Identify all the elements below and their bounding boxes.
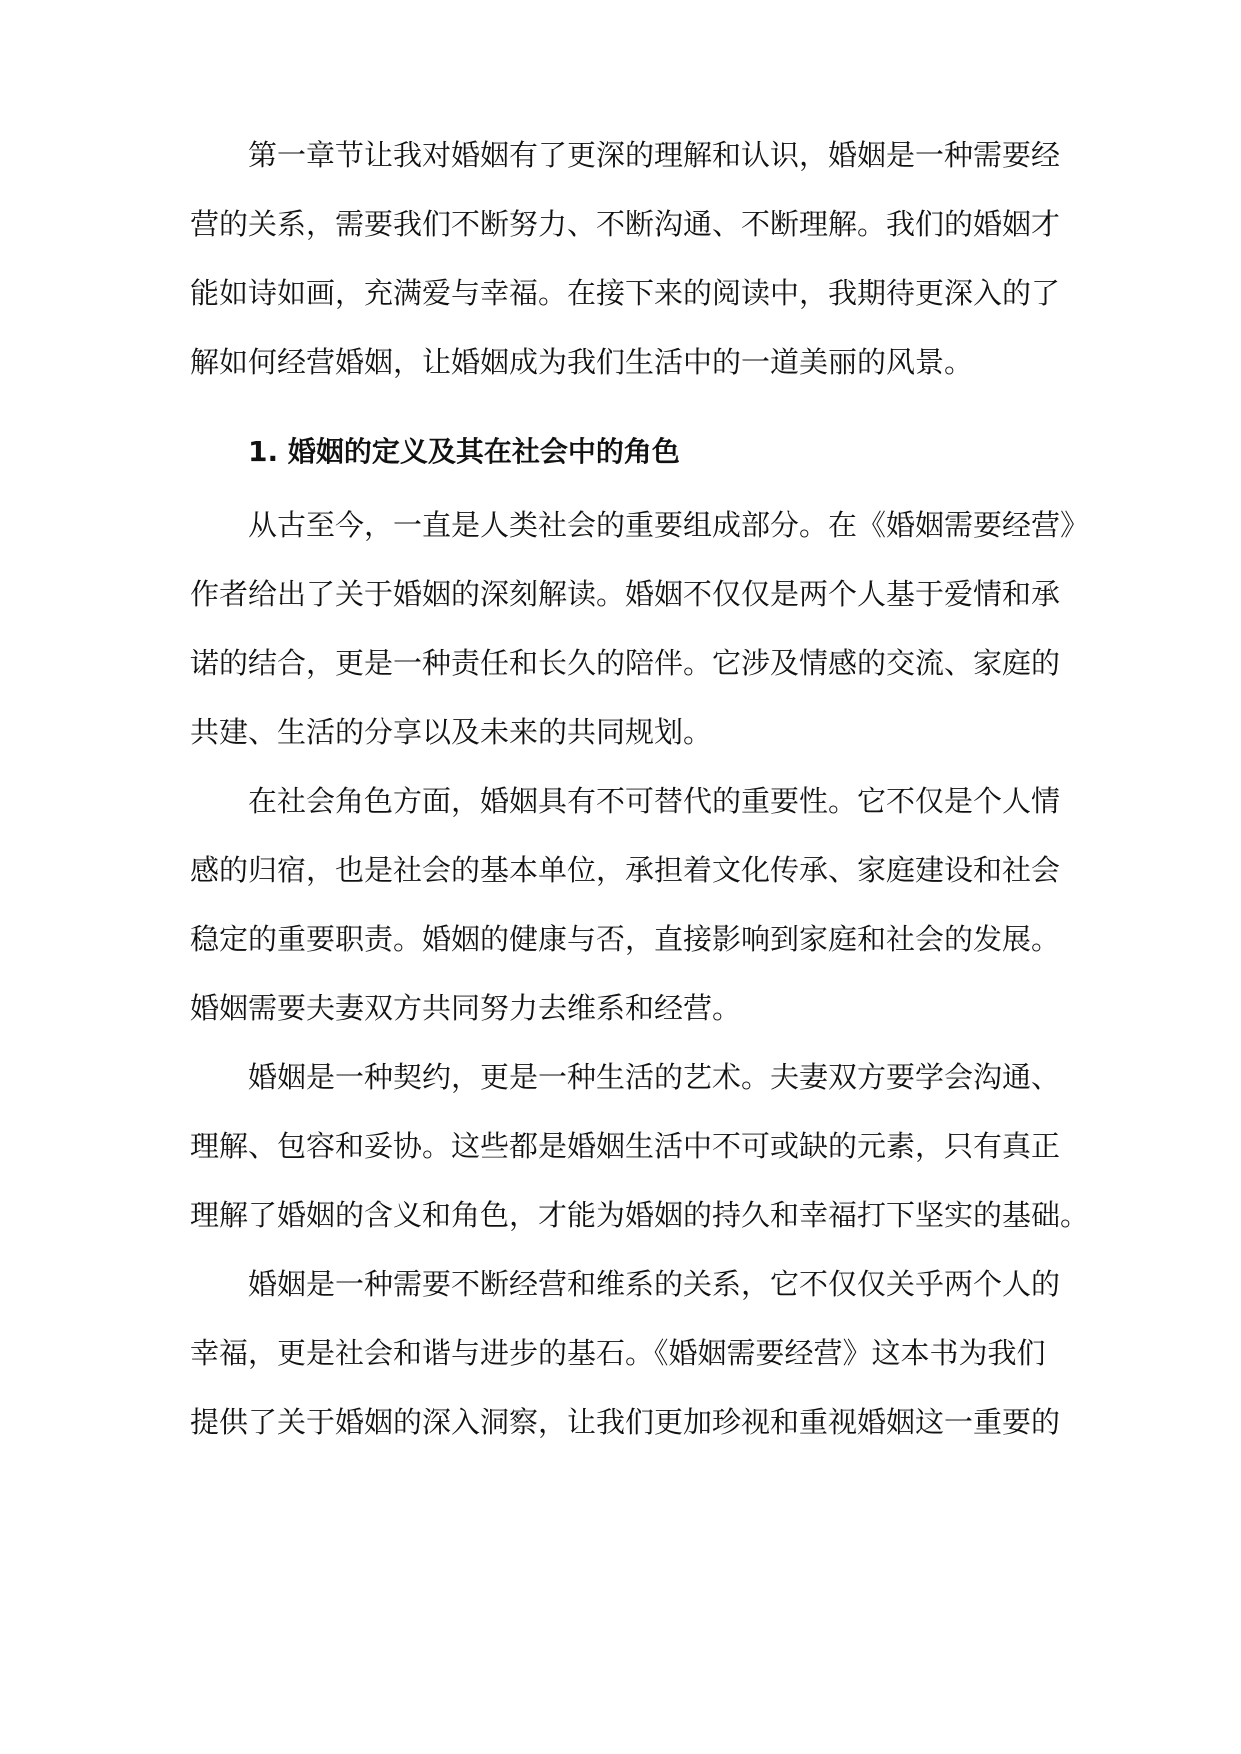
- text-line: 稳定的重要职责。婚姻的健康与否，直接影响到家庭和社会的发展。: [190, 922, 1061, 956]
- text-line: 从古至今，一直是人类社会的重要组成部分。在《婚姻需要经营》: [248, 508, 1090, 542]
- text-line: 婚姻是一种需要不断经营和维系的关系，它不仅仅关乎两个人的: [248, 1267, 1061, 1301]
- text-line: 解如何经营婚姻，让婚姻成为我们生活中的一道美丽的风景。: [190, 345, 974, 379]
- text-line: 理解了婚姻的含义和角色，才能为婚姻的持久和幸福打下坚实的基础。: [190, 1198, 1090, 1232]
- text-line: 诺的结合，更是一种责任和长久的陪伴。它涉及情感的交流、家庭的: [190, 646, 1061, 680]
- section-heading: 1. 婚姻的定义及其在社会中的角色: [248, 435, 680, 468]
- text-line: 提供了关于婚姻的深入洞察，让我们更加珍视和重视婚姻这一重要的: [190, 1405, 1061, 1439]
- text-line: 共建、生活的分享以及未来的共同规划。: [190, 715, 713, 749]
- text-line: 理解、包容和妥协。这些都是婚姻生活中不可或缺的元素，只有真正: [190, 1129, 1061, 1163]
- text-line: 婚姻是一种契约，更是一种生活的艺术。夫妻双方要学会沟通、: [248, 1060, 1061, 1094]
- text-line: 婚姻需要夫妻双方共同努力去维系和经营。: [190, 991, 742, 1025]
- document-page: [190, 0, 1090, 1754]
- text-line: 能如诗如画，充满爱与幸福。在接下来的阅读中，我期待更深入的了: [190, 276, 1061, 310]
- text-line: 感的归宿，也是社会的基本单位，承担着文化传承、家庭建设和社会: [190, 853, 1061, 887]
- text-line: 幸福，更是社会和谐与进步的基石。《婚姻需要经营》这本书为我们: [190, 1336, 1046, 1370]
- text-line: 在社会角色方面，婚姻具有不可替代的重要性。它不仅是个人情: [248, 784, 1061, 818]
- text-line: 营的关系，需要我们不断努力、不断沟通、不断理解。我们的婚姻才: [190, 207, 1061, 241]
- text-line: 作者给出了关于婚姻的深刻解读。婚姻不仅仅是两个人基于爱情和承: [190, 577, 1061, 611]
- text-line: 第一章节让我对婚姻有了更深的理解和认识，婚姻是一种需要经: [248, 138, 1061, 172]
